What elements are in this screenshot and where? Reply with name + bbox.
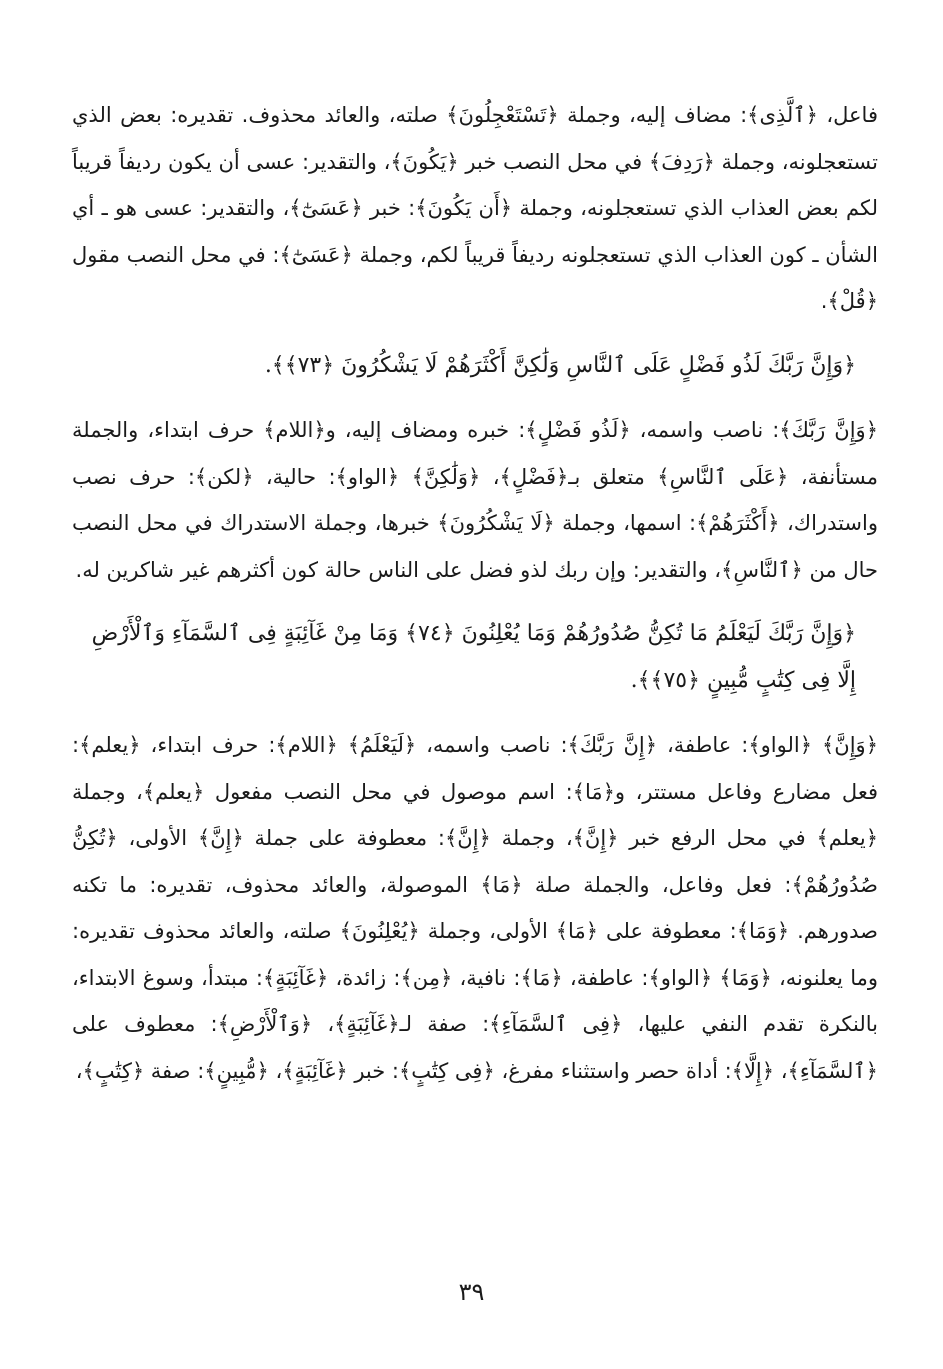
paragraph-1: فاعل، ﴿ٱلَّذِى﴾: مضاف إليه، وجملة ﴿تَسْتَعْجِلُونَ﴾ صلته، والعائد محذوف. تقديره: بعض الذي تستعجلونه، وجملة ﴿رَدِفَ﴾ في محل النصب خبر ﴿يَكُونَ﴾، والتقدير: عسى أن يكون رديفاً قريباً لكم بعض العذاب الذي تستعجلونه، وجملة ﴿أَن يَكُونَ﴾: خبر ﴿عَسَىٰٓ﴾، والتقدير: عسى هو ـ أي الشأن ـ كون العذاب الذي تستعجلونه رديفاً قريباً لكم، وجملة ﴿عَسَىٰٓ﴾: في محل النصب مقول ﴿قُلْ﴾. <box>72 103 878 313</box>
spacer <box>72 325 878 343</box>
spacer <box>72 593 878 611</box>
spacer <box>72 704 878 722</box>
paragraph-2: ﴿وَإِنَّ رَبَّكَ﴾: ناصب واسمه، ﴿لَذُو فَضْلٍ﴾: خبره ومضاف إليه، و﴿اللام﴾ حرف ابتداء، والجملة مستأنفة، ﴿عَلَى ٱلنَّاسِ﴾ متعلق بـ﴿فَضْلٍ﴾، ﴿وَلَٰكِنَّ﴾ ﴿الواو﴾: حالية، ﴿لكن﴾: حرف نصب واستدراك، ﴿أَكْثَرَهُمْ﴾: اسمها، وجملة ﴿لَا يَشْكُرُونَ﴾ خبرها، وجملة الاستدراك في محل النصب حال من ﴿ٱلنَّاسِ﴾، والتقدير: وإن ربك لذو فضل على الناس حالة كون أكثرهم غير شاكرين له. <box>72 418 878 582</box>
quran-verse-74-75: ﴿وَإِنَّ رَبَّكَ لَيَعْلَمُ مَا تُكِنُّ صُدُورُهُمْ وَمَا يُعْلِنُونَ ﴿٧٤﴾ وَمَا مِنْ غَآئِبَةٍ فِى ٱلسَّمَآءِ وَٱلْأَرْضِ إِلَّا فِى كِتَٰبٍ مُّبِينٍ ﴿٧٥﴾﴾. <box>91 621 856 693</box>
page-body <box>72 92 878 1094</box>
paragraph-3: ﴿وَإِنَّ﴾ ﴿الواو﴾: عاطفة، ﴿إِنَّ رَبَّكَ﴾: ناصب واسمه، ﴿لَيَعْلَمُ﴾ ﴿اللام﴾: حرف ابتداء، ﴿يعلم﴾: فعل مضارع وفاعل مستتر، و﴿مَا﴾: اسم موصول في محل النصب مفعول ﴿يعلم﴾، وجملة ﴿يعلم﴾ في محل الرفع خبر ﴿إِنَّ﴾، وجملة ﴿إِنَّ﴾: معطوفة على جملة ﴿إِنَّ﴾ الأولى، ﴿تُكِنُّ صُدُورُهُمْ﴾: فعل وفاعل، والجملة صلة ﴿مَا﴾ الموصولة، والعائد محذوف، تقديره: ما تكنه صدورهم. ﴿وَمَا﴾: معطوفة على ﴿مَا﴾ الأولى، وجملة ﴿يُعْلِنُونَ﴾ صلته، والعائد محذوف تقديره: وما يعلنونه، ﴿وَمَا﴾ ﴿الواو﴾: عاطفة، ﴿مَا﴾: نافية، ﴿مِن﴾: زائدة، ﴿غَآئِبَةٍ﴾: مبتدأ، وسوغ الابتداء، بالنكرة تقدم النفي عليها، ﴿فِى ٱلسَّمَآءِ﴾: صفة لـ﴿غَآئِبَةٍ﴾، ﴿وَٱلْأَرْضِ﴾: معطوف على ﴿ٱلسَّمَآءِ﴾، ﴿إِلَّا﴾: أداة حصر واستثناء مفرغ، ﴿فِى كِتَٰبٍ﴾: خبر ﴿غَآئِبَةٍ﴾، ﴿مُّبِينٍ﴾: صفة ﴿كِتَٰبٍ﴾، <box>72 733 878 1083</box>
page-number: ٣٩ <box>458 1278 485 1306</box>
spacer <box>72 389 878 407</box>
quran-verse-73: ﴿وَإِنَّ رَبَّكَ لَذُو فَضْلٍ عَلَى ٱلنَّاسِ وَلَٰكِنَّ أَكْثَرَهُمْ لَا يَشْكُرُونَ ﴿٧٣﴾﴾. <box>264 352 856 378</box>
